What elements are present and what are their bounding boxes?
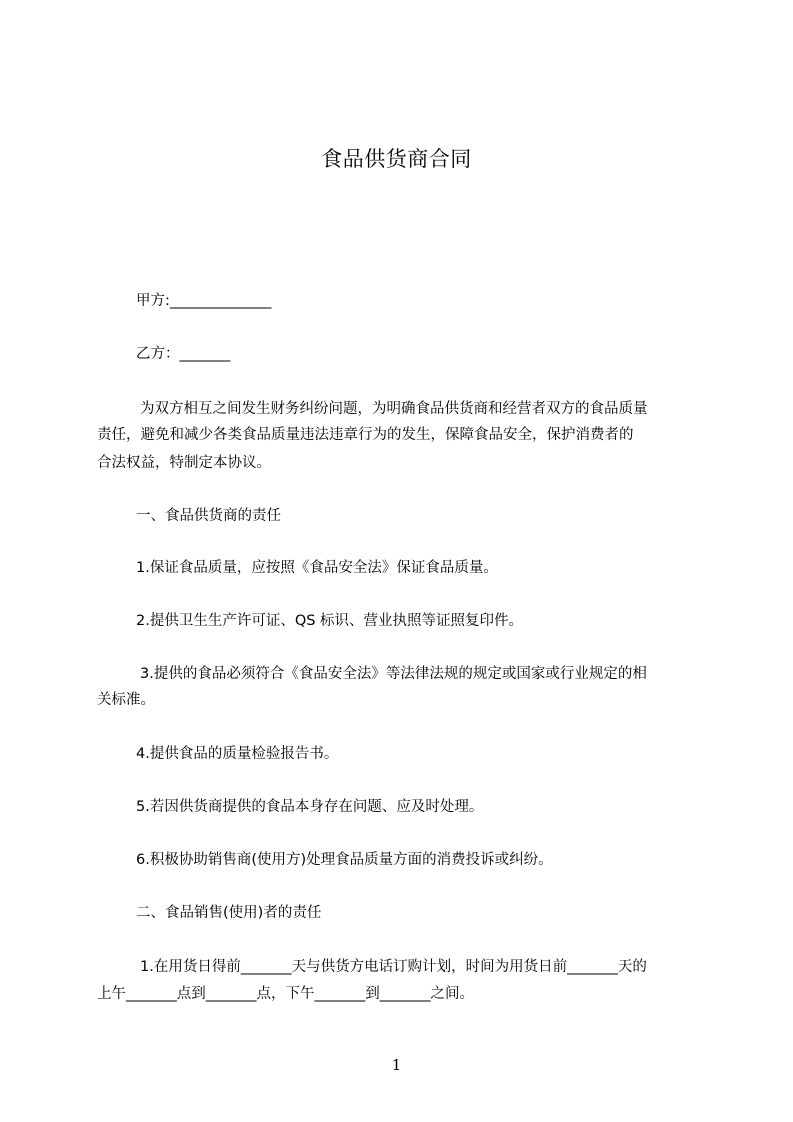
section-heading: 二、食品销售(使用)者的责任 [136, 905, 322, 921]
clause-item: 6.积极协助销售商(使用方)处理食品质量方面的消费投诉或纠纷。 [136, 852, 553, 868]
document-title: 食品供货商合同 [321, 147, 472, 171]
section-heading: 一、食品供货商的责任 [136, 508, 281, 524]
page-number: 1 [391, 1056, 402, 1074]
party-a-line: 甲方:______________ [136, 293, 272, 309]
preamble-line: 为双方相互之间发生财务纠纷问题，为明确食品供货商和经营者双方的食品质量 [140, 401, 648, 417]
clause-item: 5.若因供货商提供的食品本身存在问题、应及时处理。 [136, 799, 484, 815]
preamble-line: 合法权益，特制定本协议。 [97, 455, 271, 471]
clause-item: 4.提供食品的质量检验报告书。 [136, 746, 339, 762]
preamble-line: 责任，避免和减少各类食品质量违法违章行为的发生，保障食品安全，保护消费者的 [97, 427, 634, 443]
party-b-line: 乙方：_______ [136, 346, 231, 362]
clause-item: 3.提供的食品必须符合《食品安全法》等法律法规的规定或国家或行业规定的相 [140, 666, 647, 682]
clause-item: 1.保证食品质量，应按照《食品安全法》保证食品质量。 [136, 560, 498, 576]
clause-item: 2.提供卫生生产许可证、QS 标识、营业执照等证照复印件。 [136, 613, 524, 629]
clause-item-continuation: 关标准。 [97, 692, 155, 708]
clause-item: 1.在用货日得前_______天与供货方电话订购计划，时间为用货日前_______天的 [140, 959, 647, 975]
clause-item-continuation: 上午_______点到_______点，下午_______到_______之间。 [97, 986, 474, 1002]
